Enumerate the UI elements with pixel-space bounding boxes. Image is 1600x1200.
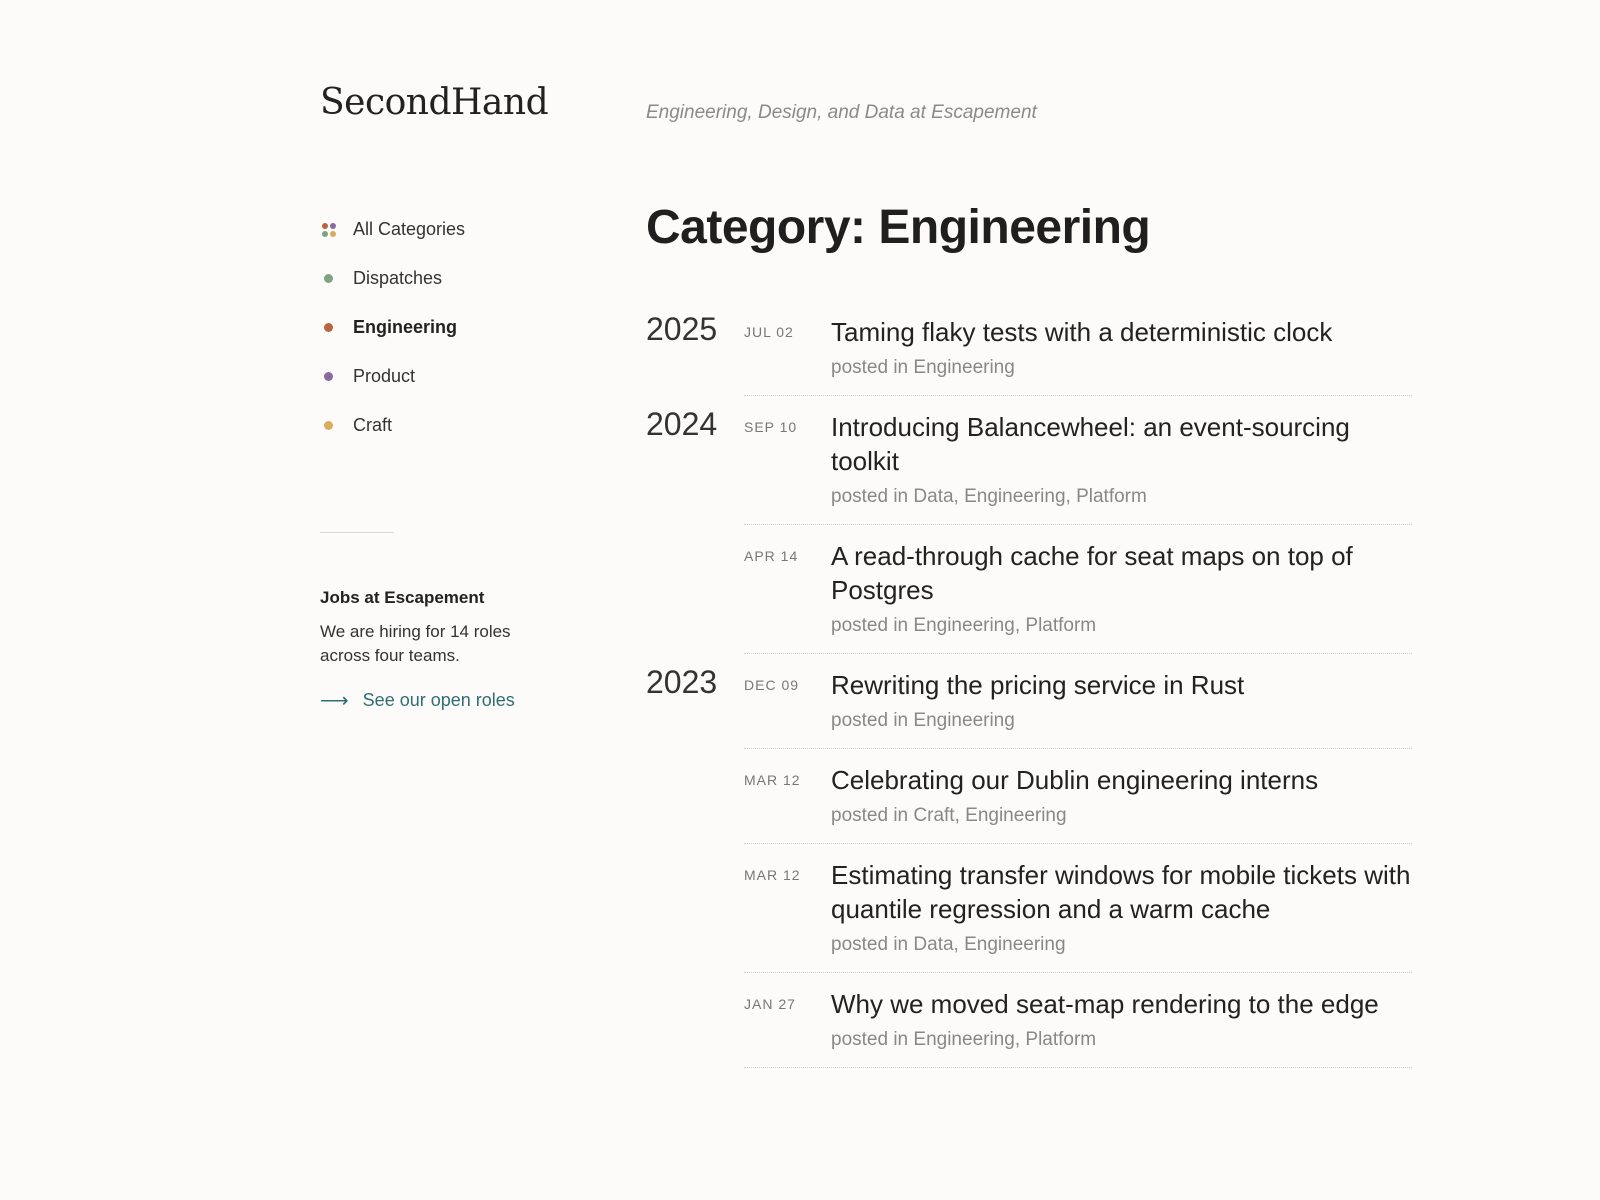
- post-meta: [831, 710, 1412, 732]
- post-meta: posted in Craft, Engineering: [831, 805, 1067, 826]
- category-label: Product: [353, 366, 416, 386]
- post-body: [831, 763, 1412, 827]
- post-category-link[interactable]: Data: [913, 486, 954, 507]
- post-item: [744, 396, 1412, 525]
- open-roles-link[interactable]: [320, 688, 590, 713]
- post-meta: posted in Engineering, Platform: [831, 1029, 1097, 1050]
- post-date: JUL 02: [744, 324, 794, 340]
- category-label: All Categories: [353, 219, 466, 239]
- post-date: APR 14: [744, 548, 799, 564]
- posted-in-label: posted in: [831, 805, 909, 826]
- post-item: [744, 749, 1412, 844]
- sidebar-divider: [320, 532, 394, 533]
- post-meta: posted in Data, Engineering: [831, 934, 1066, 955]
- post-body: [831, 315, 1412, 379]
- post-title-link[interactable]: A read-through cache for seat maps on top of Postgres: [831, 541, 1353, 605]
- category-item-dispatches[interactable]: [320, 254, 590, 303]
- main-content: [646, 200, 1412, 1068]
- year-posts: [744, 396, 1412, 654]
- posted-in-label: posted in: [831, 486, 909, 507]
- post-list: [646, 301, 1412, 1068]
- posted-in-label: posted in: [831, 1029, 909, 1050]
- category-dot-icon: [320, 417, 337, 434]
- category-item-craft[interactable]: [320, 401, 590, 450]
- post-meta: posted in Engineering, Platform: [831, 615, 1097, 636]
- open-roles-link-label: See our open roles: [362, 690, 515, 710]
- jobs-description: We are hiring for 14 roles across four teams.: [320, 622, 511, 665]
- post-category-link[interactable]: Data: [913, 934, 954, 955]
- post-category-link[interactable]: Engineering: [913, 710, 1015, 731]
- page-title: Category: Engineering: [646, 201, 1151, 254]
- post-title-link[interactable]: Taming flaky tests with a deterministic clock: [831, 317, 1333, 347]
- post-category-link[interactable]: Engineering: [964, 934, 1066, 955]
- post-body: [831, 410, 1412, 508]
- post-category-link[interactable]: Engineering: [965, 805, 1067, 826]
- category-dot-icon: [320, 368, 337, 385]
- post-item: [744, 973, 1412, 1068]
- grid-dots-icon: [320, 221, 337, 238]
- post-title-link[interactable]: Introducing Balancewheel: an event-sourcing toolkit: [831, 412, 1350, 476]
- category-label: Craft: [353, 415, 393, 435]
- site-logo[interactable]: SecondHand: [320, 82, 549, 123]
- category-dot-icon: [320, 319, 337, 336]
- site-tagline: Engineering, Design, and Data at Escapement: [646, 102, 1037, 123]
- post-body: [831, 668, 1412, 732]
- post-title-link[interactable]: Celebrating our Dublin engineering interns: [831, 765, 1319, 795]
- post-body: [831, 858, 1412, 956]
- post-meta: [831, 357, 1412, 379]
- post-category-link[interactable]: Engineering: [913, 357, 1015, 378]
- year-label: 2025: [646, 311, 718, 347]
- arrow-right-icon: ⟶: [320, 690, 349, 712]
- year-label: 2024: [646, 406, 718, 442]
- post-date: JAN 27: [744, 996, 796, 1012]
- year-group: [646, 396, 1412, 654]
- category-label: Dispatches: [353, 268, 443, 288]
- year-group: [646, 654, 1412, 1068]
- post-body: [831, 987, 1412, 1051]
- post-category-link[interactable]: Engineering: [913, 1029, 1015, 1050]
- post-title-link[interactable]: Estimating transfer windows for mobile tickets with quantile regression and a warm cache: [831, 860, 1411, 924]
- post-date: SEP 10: [744, 419, 798, 435]
- category-label: Engineering: [353, 317, 458, 337]
- category-item-all-categories[interactable]: [320, 205, 590, 254]
- post-category-link[interactable]: Engineering: [913, 615, 1015, 636]
- category-nav: [320, 205, 590, 450]
- post-date: MAR 12: [744, 772, 801, 788]
- jobs-title: Jobs at Escapement: [320, 588, 485, 607]
- category-dot-icon: [320, 270, 337, 287]
- post-date: MAR 12: [744, 867, 801, 883]
- posted-in-label: posted in: [831, 710, 909, 731]
- post-title-link[interactable]: Why we moved seat-map rendering to the edge: [831, 989, 1379, 1019]
- post-item: [744, 301, 1412, 396]
- year-label: 2023: [646, 664, 718, 700]
- post-category-link[interactable]: Craft: [913, 805, 955, 826]
- sidebar: [320, 205, 590, 713]
- post-item: [744, 844, 1412, 973]
- post-category-link[interactable]: Platform: [1025, 615, 1097, 636]
- post-body: [831, 539, 1412, 637]
- post-item: [744, 654, 1412, 749]
- post-item: [744, 525, 1412, 654]
- posted-in-label: posted in: [831, 357, 909, 378]
- year-posts: [744, 654, 1412, 1068]
- post-title-link[interactable]: Rewriting the pricing service in Rust: [831, 670, 1245, 700]
- year-posts: [744, 301, 1412, 396]
- post-date: DEC 09: [744, 677, 800, 693]
- post-meta: posted in Data, Engineering, Platform: [831, 486, 1147, 507]
- category-item-product[interactable]: [320, 352, 590, 401]
- year-group: [646, 301, 1412, 396]
- posted-in-label: posted in: [831, 934, 909, 955]
- post-category-link[interactable]: Engineering: [964, 486, 1066, 507]
- post-category-link[interactable]: Platform: [1076, 486, 1147, 507]
- category-item-engineering[interactable]: [320, 303, 590, 352]
- posted-in-label: posted in: [831, 615, 909, 636]
- post-category-link[interactable]: Platform: [1025, 1029, 1097, 1050]
